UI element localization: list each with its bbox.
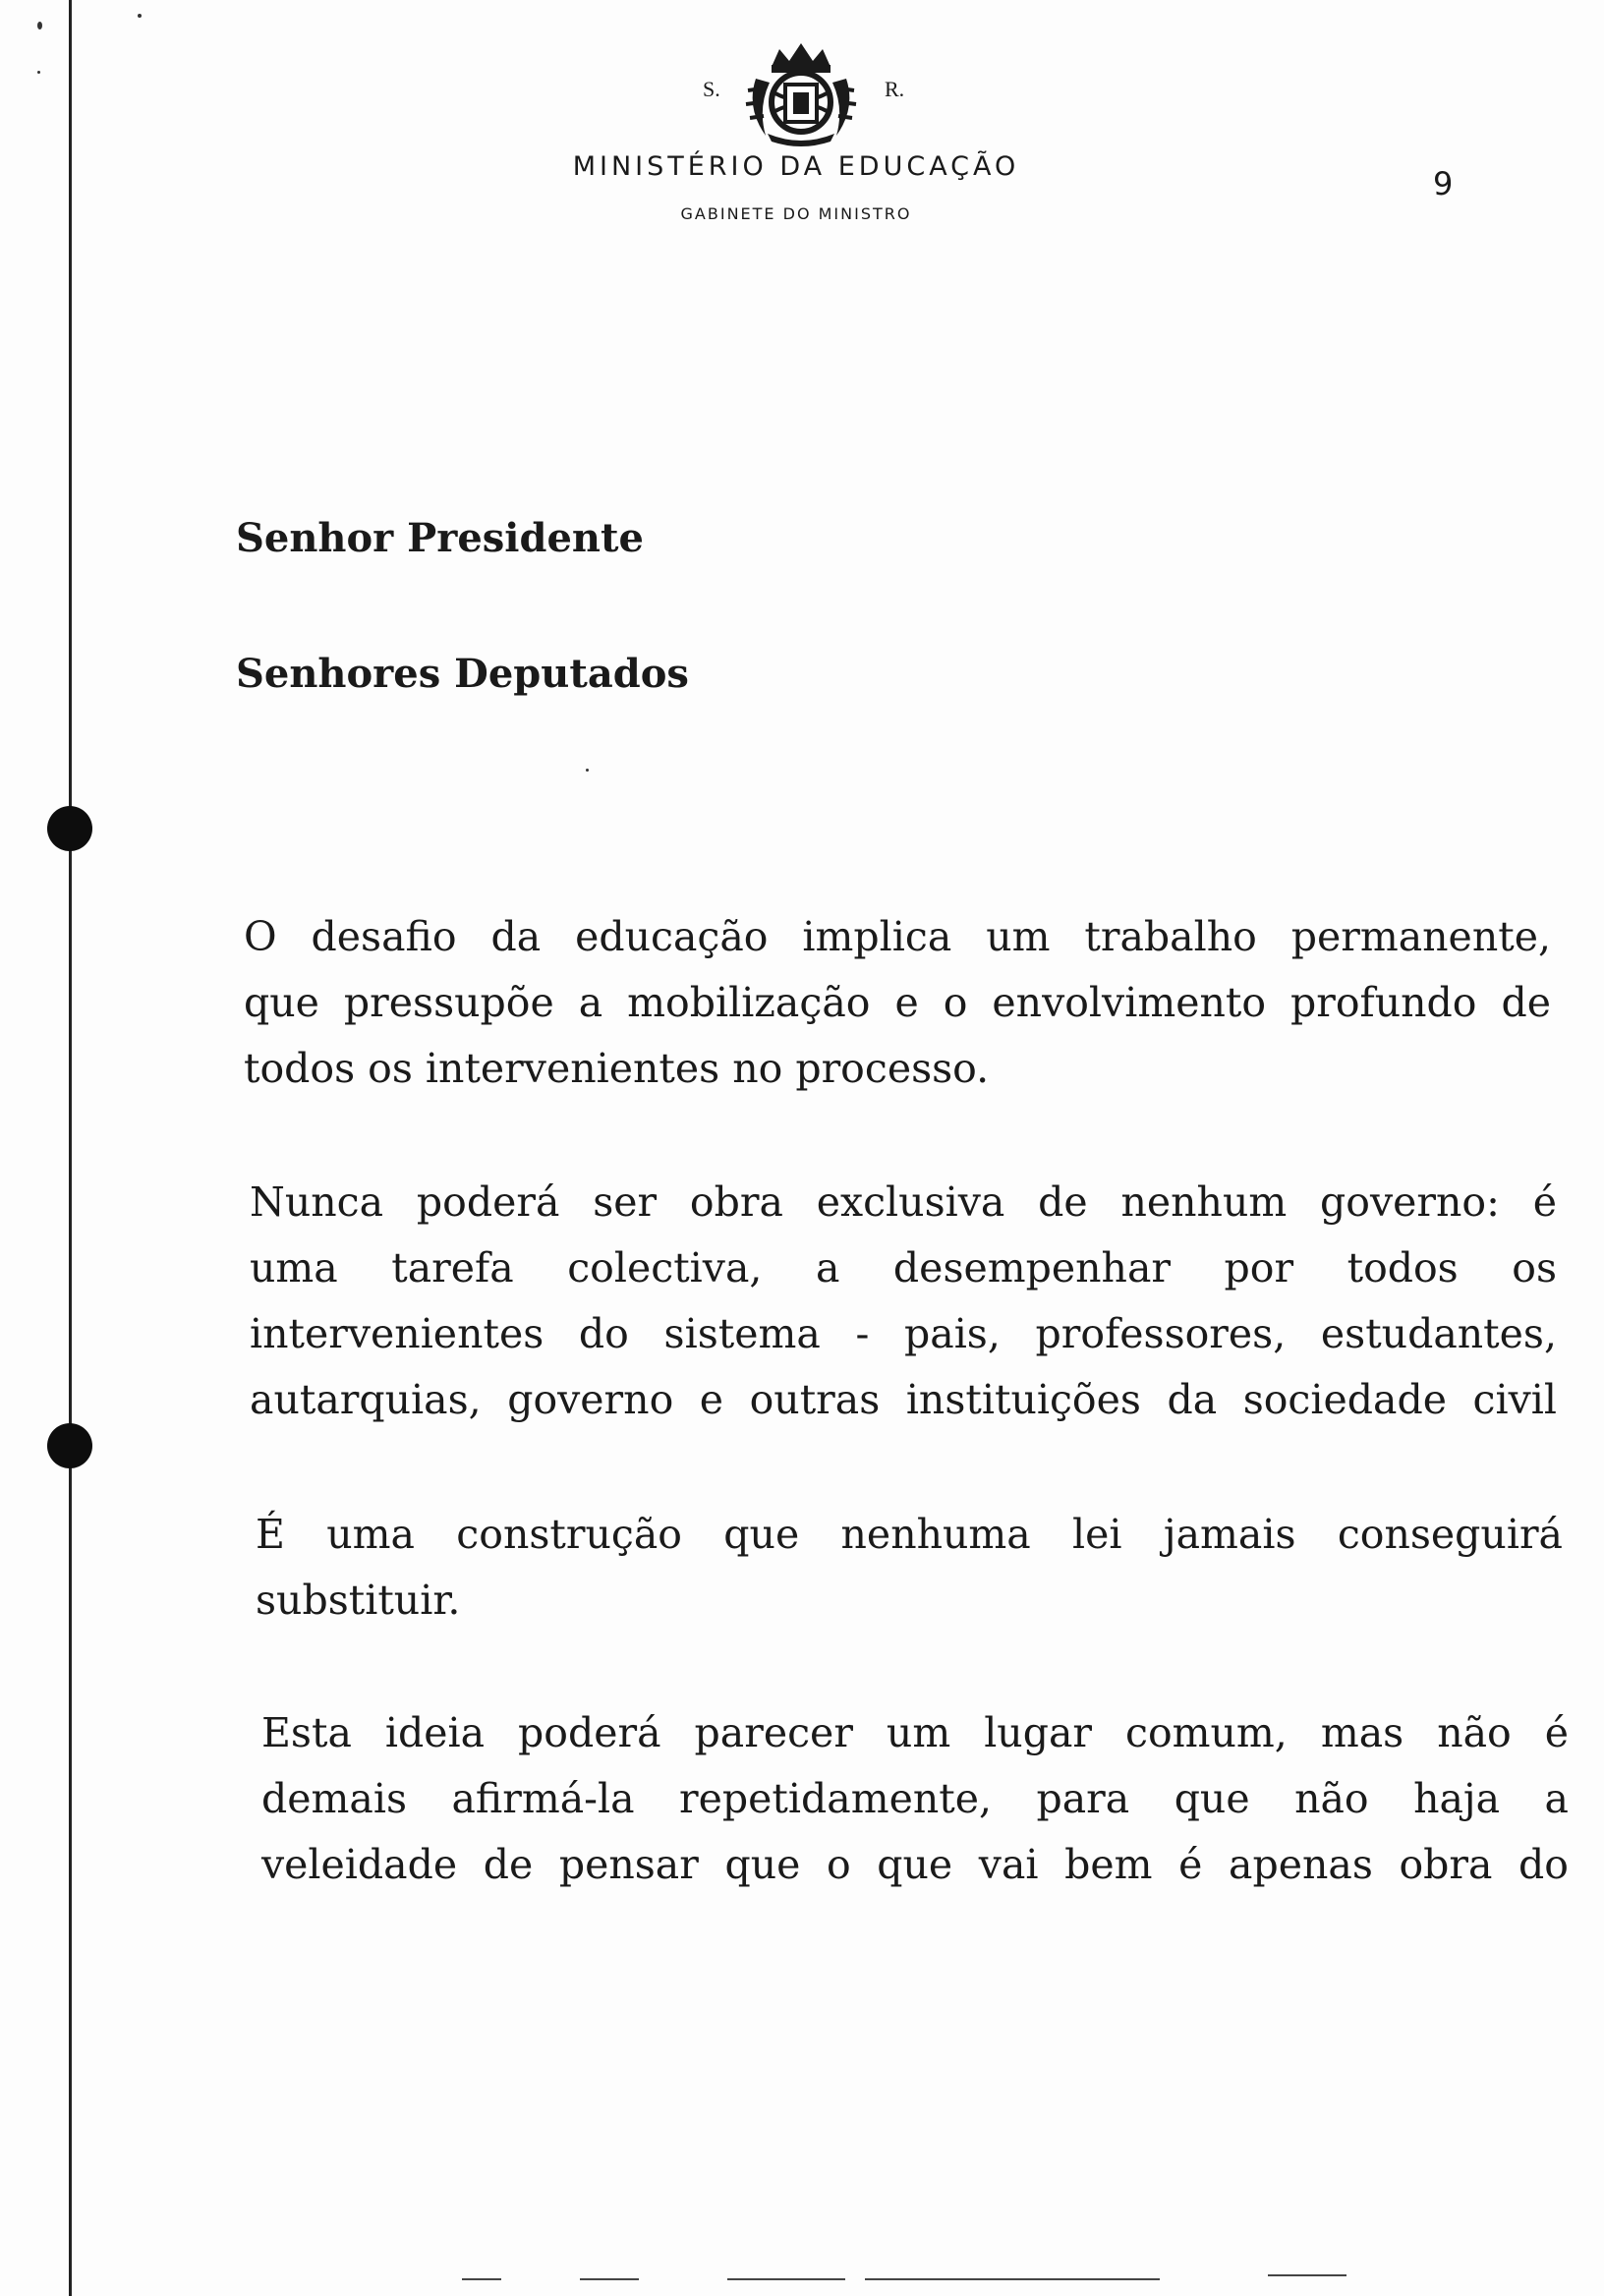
paragraph [250,1170,1557,1433]
scan-edge-line [69,0,72,2296]
paragraph-line: autarquias, governo e outras instituições da sociedade civil [250,1376,1557,1423]
paragraph-line: que pressupõe a mobilização e o envolvimento profundo de [244,979,1551,1026]
scan-artifact-line [462,2278,501,2280]
letterhead-initial-left: S. [703,77,720,101]
scan-artifact-line [1268,2274,1346,2276]
paragraph-line: substituir. [256,1577,461,1624]
punch-hole [47,806,92,851]
paragraph-line: É uma construção que nenhuma lei jamais conseguirá [256,1511,1563,1558]
paragraph-line: todos os intervenientes no processo. [244,1045,990,1092]
paragraph-line: veleidade de pensar que o que vai bem é apenas obra do [261,1841,1569,1888]
letterhead [491,39,1101,236]
paragraph [244,904,1551,1102]
scan-speck [37,22,42,29]
scan-speck [138,14,142,18]
paragraph [261,1700,1569,1898]
paragraph [256,1502,1563,1634]
coat-of-arms-icon [742,39,860,147]
scan-speck [586,769,589,772]
paragraph-line: Nunca poderá ser obra exclusiva de nenhum governo: é [250,1178,1557,1226]
paragraph-line: intervenientes do sistema - pais, professores, estudantes, [250,1310,1557,1357]
ministry-name: MINISTÉRIO DA EDUCAÇÃO [572,151,1020,182]
scan-artifact-line [727,2278,845,2280]
paragraph-line: Esta ideia poderá parecer um lugar comum, mas não é [261,1709,1569,1756]
cabinet-name: GABINETE DO MINISTRO [680,204,912,223]
punch-hole [47,1423,92,1468]
paragraph-line: demais afirmá-la repetidamente, para que não haja a [261,1775,1569,1822]
scan-artifact-line [580,2278,639,2280]
paragraph-line: uma tarefa colectiva, a desempenhar por todos os [250,1244,1557,1292]
page-number: 9 [1433,165,1454,202]
salutation-deputies: Senhores Deputados [236,651,689,697]
salutation-president: Senhor Presidente [236,515,644,561]
paragraph-line: O desafio da educação implica um trabalho permanente, [244,913,1551,960]
letterhead-initial-right: R. [885,77,905,101]
scan-speck [37,71,40,74]
scan-artifact-line [865,2278,1160,2280]
